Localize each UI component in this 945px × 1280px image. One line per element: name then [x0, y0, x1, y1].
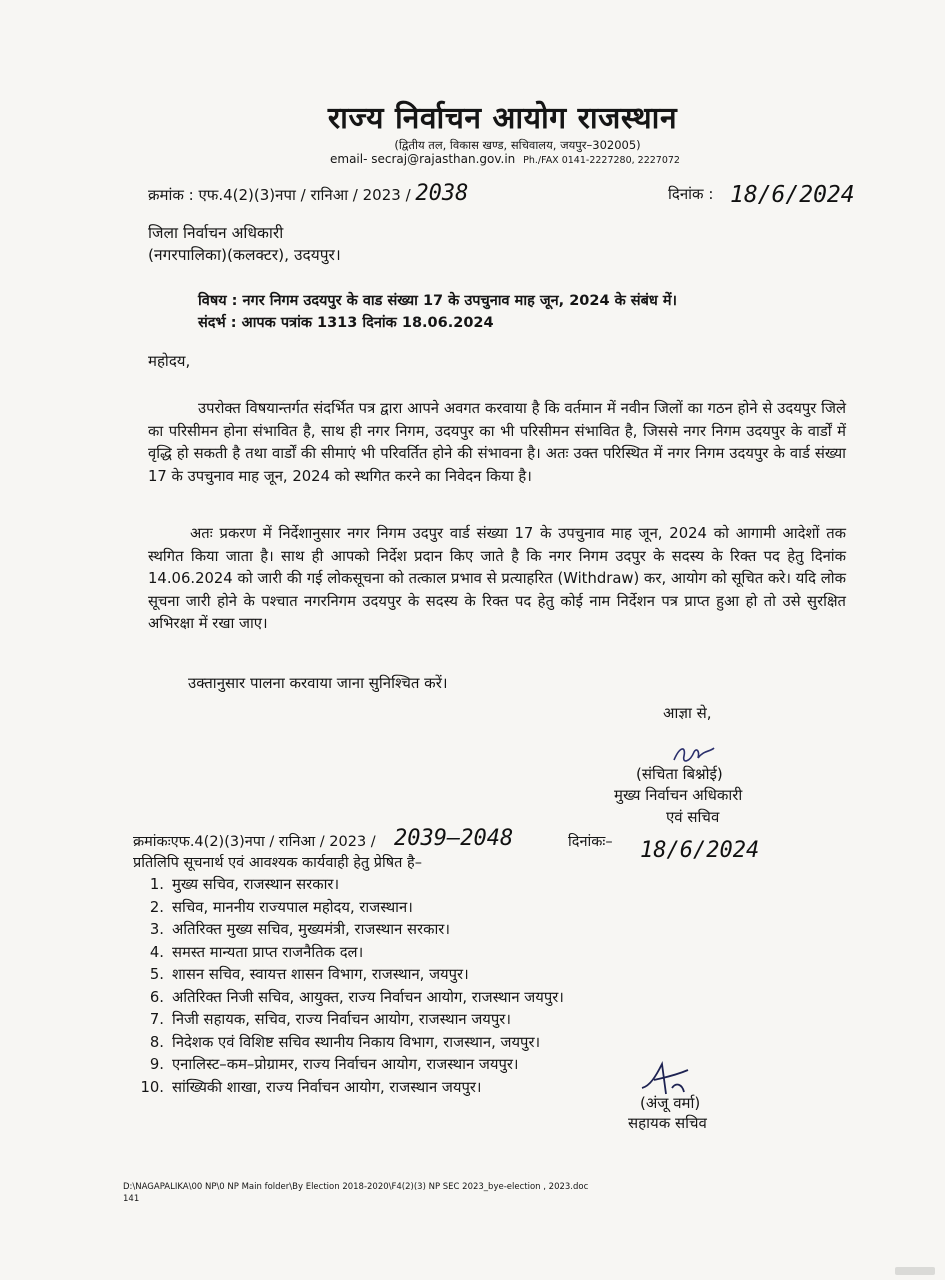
- salutation: महोदय,: [148, 352, 191, 370]
- letterhead-address: (द्वितीय तल, विकास खण्ड, सचिवालय, जयपुर–302005): [394, 138, 641, 152]
- reference-label: क्रमांक : एफ.4(2)(3)नपा / रानिआ / 2023 /: [148, 186, 411, 204]
- file-path: D:\NAGAPALIKA\00 NP\0 NP Main folder\By Election 2018-2020\F4(2)(3) NP SEC 2023_bye-election , 2023.doc: [123, 1182, 589, 1192]
- body-paragraph-1: उपरोक्त विषयान्तर्गत संदर्भित पत्र द्वारा आपने अवगत करवाया है कि वर्तमान में नवीन जिलों का गठन होने से उदयपुर जिले का परिसीमन होना संभावित है, साथ ही नगर निगम, उदयपुर का भी परिसीमन संभावित है, जिससे नगर निगम उदयपुर के वार्डों में वृद्धि हो सकती है तथा वार्डों की सीमाएं भी परिवर्तित होने की संभावना है। अतः उक्त परिस्थित में नगर निगम उदयपुर के वार्ड संख्या 17 के उपचुनाव माह जून, 2024 को स्थगित करने का निवेदन किया है।: [148, 400, 846, 485]
- copy-date-label: दिनांकः–: [568, 834, 613, 850]
- letter-reference-number: [148, 181, 468, 206]
- list-item: 7. निजी सहायक, सचिव, राज्य निर्वाचन आयोग, राजस्थान जयपुर।: [149, 1011, 511, 1028]
- signatory-name: (संचिता बिश्नोई): [636, 765, 723, 783]
- handwritten-copy-date: 18/6/2024: [640, 838, 760, 863]
- authority-line: आज्ञा से,: [663, 704, 712, 722]
- closing-line: उक्तानुसार पालना करवाया जाना सुनिश्चित करें।: [188, 674, 448, 692]
- list-item: 8. निदेशक एवं विशिष्ट सचिव स्थानीय निकाय विभाग, राजस्थान, जयपुर।: [149, 1033, 541, 1051]
- addressee-line: (नगरपालिका)(कलक्टर), उदयपुर।: [148, 246, 341, 264]
- addressee-line: जिला निर्वाचन अधिकारी: [148, 224, 284, 242]
- letterhead-title: राज्य निर्वाचन आयोग राजस्थान: [327, 101, 678, 136]
- copy-recipient-list: [140, 874, 564, 1099]
- copy-reference-label: क्रमांकःएफ.4(2)(3)नपा / रानिआ / 2023 /: [133, 834, 376, 850]
- scanner-watermark-icon: [895, 1265, 935, 1277]
- list-item: 10. सांख्यिकी शाखा, राज्य निर्वाचन आयोग, राजस्थान जयपुर।: [140, 1078, 482, 1096]
- signatory-designation-2: एवं सचिव: [666, 808, 720, 826]
- copy-intro: प्रतिलिपि सूचनार्थ एवं आवश्यक कार्यवाही हेतु प्रेषित है–: [133, 855, 422, 871]
- copy-signatory-designation: सहायक सचिव: [628, 1114, 707, 1132]
- list-item: 6. अतिरिक्त निजी सचिव, आयुक्त, राज्य निर्वाचन आयोग, राजस्थान जयपुर।: [149, 988, 564, 1006]
- reference-line: संदर्भ : आपक पत्रांक 1313 दिनांक 18.06.2024: [198, 315, 494, 331]
- copy-signatory-name: (अंजू वर्मा): [640, 1094, 701, 1112]
- list-item: 4. समस्त मान्यता प्राप्त राजनैतिक दल।: [149, 943, 364, 961]
- letterhead-phone: Ph./FAX 0141-2227280, 2227072: [523, 155, 680, 166]
- list-item: 3. अतिरिक्त मुख्य सचिव, मुख्यमंत्री, राजस्थान सरकार।: [149, 921, 450, 938]
- letterhead-email: email- secraj@rajasthan.gov.in: [330, 152, 516, 166]
- list-item: 9. एनालिस्ट–कम–प्रोग्रामर, राज्य निर्वाचन आयोग, राजस्थान जयपुर।: [149, 1056, 519, 1073]
- signatory-designation: मुख्य निर्वाचन अधिकारी: [614, 786, 743, 804]
- list-item: 2. सचिव, माननीय राज्यपाल महोदय, राजस्थान।: [149, 898, 413, 916]
- addressee-block: [148, 222, 341, 266]
- file-path-footer: [123, 1181, 588, 1205]
- handwritten-letter-date: 18/6/2024: [730, 182, 855, 208]
- page-code: 141: [123, 1194, 140, 1204]
- subject-block: [198, 290, 677, 334]
- handwritten-reference-number: 2038: [415, 181, 469, 206]
- list-item: 5. शासन सचिव, स्वायत्त शासन विभाग, राजस्थान, जयपुर।: [149, 966, 469, 983]
- subject-line: विषय : नगर निगम उदयपुर के वाड संख्या 17 के उपचुनाव माह जून, 2024 के संबंध में।: [198, 293, 678, 309]
- letterhead-contact: [330, 152, 680, 166]
- letter-date-label: दिनांक :: [668, 185, 714, 203]
- body-paragraph-2: अतः प्रकरण में निर्देशानुसार नगर निगम उदपुर वार्ड संख्या 17 के उपचुनाव माह जून, 2024 को आगामी आदेशों तक स्थगित किया जाता है। साथ ही आपको निर्देश प्रदान किए जाते है कि नगर निगम उदपुर के सदस्य के रिक्त पद हेतु दिनांक 14.06.2024 को जारी की गई लोकसूचना को तत्काल प्रभाव से प्रत्याहरित (Withdraw) कर, आयोग को सूचित करे। यदि लोक सूचना जारी होने के पश्चात नगरनिगम उदयपुर के सदस्य के रिक्त पद हेतु कोई नाम निर्देशन पत्र प्राप्त हुआ हो तो उसे सुरक्षित अभिरक्षा में रखा जाए।: [148, 525, 846, 632]
- handwritten-copy-reference-number: 2039–2048: [394, 826, 514, 851]
- list-item: 1. मुख्य सचिव, राजस्थान सरकार।: [149, 876, 340, 893]
